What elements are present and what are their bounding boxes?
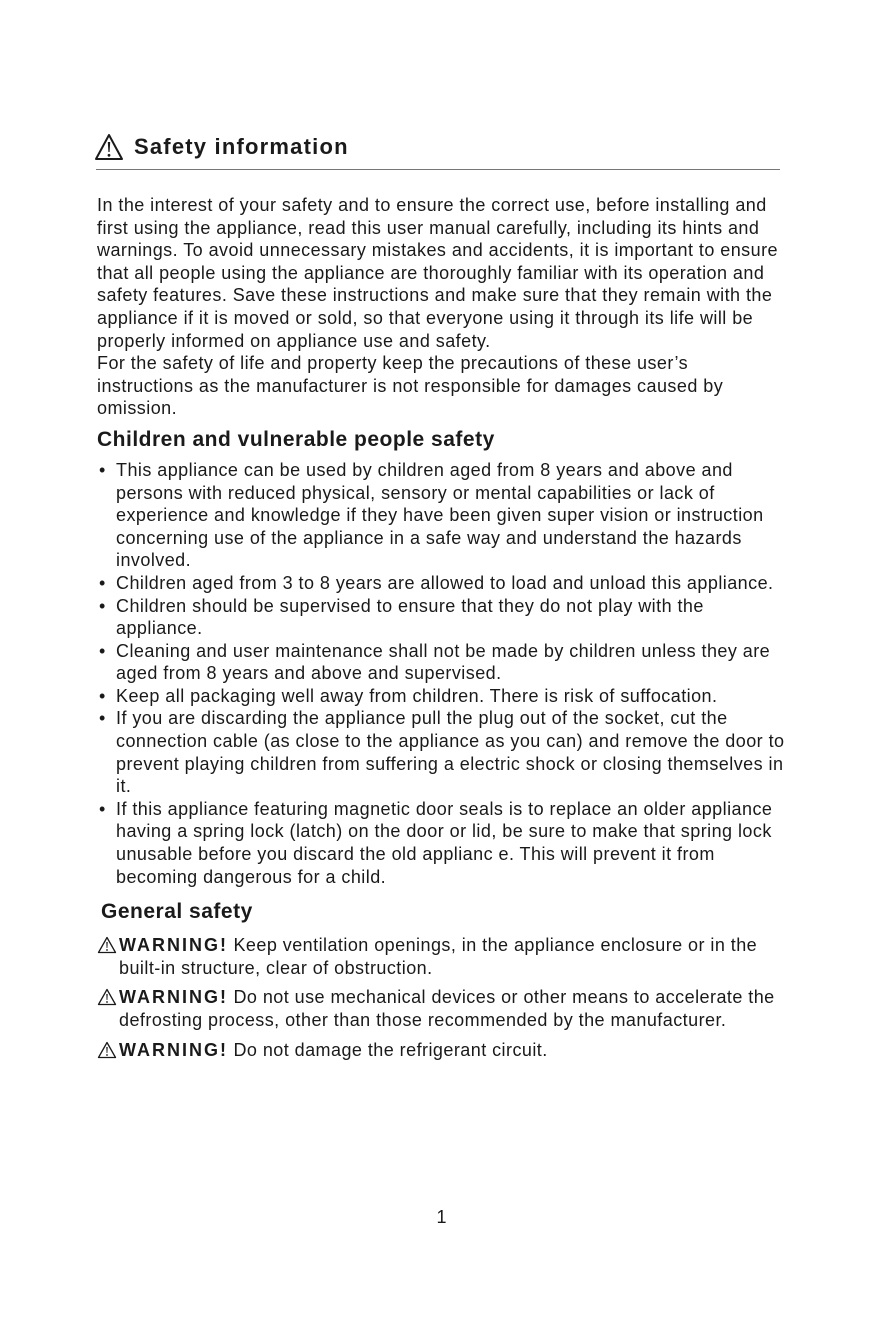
intro-paragraph: For the safety of life and property keep the precautions of these user’s instructions as the manufacturer is not responsible for damages caused by omission. (97, 353, 724, 419)
list-item: • Children aged from 3 to 8 years are allowed to load and unload this appliance. (99, 572, 774, 593)
bullet-dot: • (99, 459, 106, 480)
warning-text: Do not use mechanical devices or other means to accelerate the defrosting process, other than those recommended by the manufacturer. (119, 987, 775, 1030)
document-body (97, 194, 787, 1061)
general-safety-heading: General safety (101, 900, 253, 924)
warning-triangle-icon (94, 133, 124, 161)
children-safety-list (97, 459, 787, 888)
page-number: 1 (436, 1207, 447, 1227)
warning-label: WARNING! (119, 1039, 228, 1060)
warning-text: Do not damage the refrigerant circuit. (233, 1039, 548, 1060)
bullet-dot: • (99, 798, 106, 819)
section-header (94, 130, 349, 164)
warning-item (97, 934, 787, 979)
children-safety-heading: Children and vulnerable people safety (97, 427, 495, 451)
bullet-dot: • (99, 595, 106, 616)
warning-item (97, 1039, 787, 1062)
list-item: • Children should be supervised to ensure that they do not play with the appliance. (99, 595, 704, 639)
list-item: • If this appliance featuring magnetic door seals is to replace an older appliance having a spring lock (latch) on the door or lid, be sure to make that spring lock unusable before you discard the old applianc e. This will prevent it from becoming dangerous for a child. (99, 798, 773, 887)
intro-paragraph: In the interest of your safety and to ensure the correct use, before installing and first using the appliance, read this user manual carefully, including its hints and warnings. To avoid unnecessary mistakes and accidents, it is important to ensure that all people using the appliance are thoroughly familiar with its operation and safety features. Save these instructions and make sure that they remain with the appliance if it is moved or sold, so that everyone using it through its life will be properly informed on appliance use and safety. (97, 195, 778, 351)
header-divider (96, 169, 780, 170)
warning-triangle-icon (97, 936, 117, 954)
warning-label: WARNING! (119, 987, 228, 1008)
warning-label: WARNING! (119, 935, 228, 956)
warning-item (97, 986, 787, 1031)
bullet-dot: • (99, 640, 106, 661)
warning-triangle-icon (97, 988, 117, 1006)
list-item: • Keep all packaging well away from children. There is risk of suffocation. (99, 685, 718, 706)
warning-triangle-icon (97, 1041, 117, 1059)
bullet-dot: • (99, 685, 106, 706)
bullet-dot: • (99, 572, 106, 593)
page-title: Safety information (134, 134, 349, 159)
list-item: • Cleaning and user maintenance shall not be made by children unless they are aged from 8 years and above and supervised. (99, 640, 771, 684)
list-item: • If you are discarding the appliance pull the plug out of the socket, cut the connection cable (as close to the appliance as you can) and remove the door to prevent playing children from suffering a electric shock or closing themselves in it. (99, 708, 785, 797)
list-item: • This appliance can be used by children aged from 8 years and above and persons with reduced physical, sensory or mental capabilities or lack of experience and knowledge if they have been given super vision or instruction concerning use of the appliance in a safe way and understand the hazards involved. (99, 459, 764, 571)
bullet-dot: • (99, 708, 106, 729)
warning-text: Keep ventilation openings, in the appliance enclosure or in the built-in structure, clear of obstruction. (119, 935, 758, 978)
